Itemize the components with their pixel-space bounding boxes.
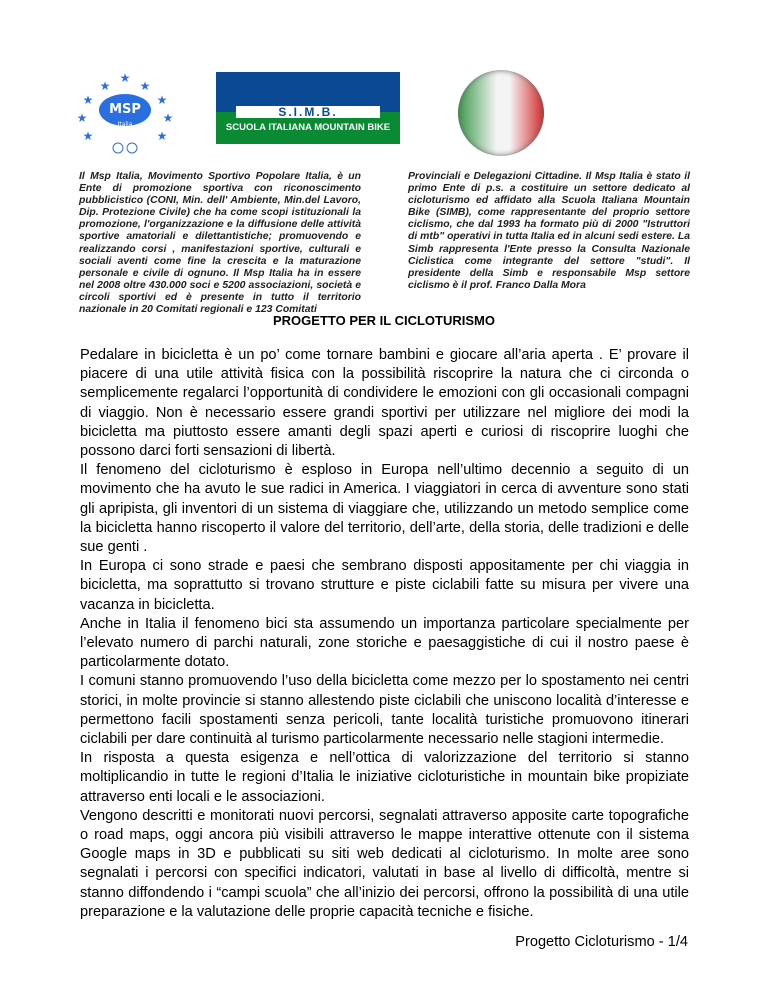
paragraph: I comuni stanno promuovendo l’uso della bicicletta come mezzo per lo spostamento nei centri storici, in molte provincie si stanno allestendo piste ciclabili che uniscono località d’interesse e permettono facili spostamenti senza pericoli, tante località turistiche promuovono itinerari ciclabili per dare continuità al turismo particolarmente necessario nelle stagioni intermedie. (80, 673, 689, 748)
paragraph: In Europa ci sono strade e paesi che sembrano disposti appositamente per chi viaggia in bicicletta, ma soprattutto si trovano strutture e piste ciclabili fatte su misura per vivere una vacanza in bicicletta. (80, 558, 689, 613)
svg-text:★: ★ (76, 111, 88, 125)
svg-text:★: ★ (119, 71, 131, 85)
cicloturismo-logo (458, 70, 544, 156)
paragraph: Vengono descritti e monitorati nuovi percorsi, segnalati attraverso apposite carte topografiche o road maps, oggi ancora più visibili attraverso le mappe interattive ottenute con il sistema Google maps in 3D e pubblicati su siti web dedicati al cicloturismo. In molte aree sono segnalati i percorsi con specifici indicatori, valutati in base al livello di difficoltà, mentre si stanno diffondendo i “campi scuola” che all’inizio dei percorsi, offrono la possibilità di una utile preparazione e la valutazione delle proprie capacità tecniche e fisiche. (80, 807, 689, 920)
svg-text:★: ★ (156, 129, 168, 143)
svg-text:★: ★ (156, 93, 168, 107)
msp-logo (72, 70, 178, 154)
intro-left-column: Il Msp Italia, Movimento Sportivo Popolare Italia, è un Ente di promozione sportiva con riconoscimento pubblicistico (CONI, Min. dell' Ambiente, Min.del Lavoro, Dip. Protezione Civile) che ha come scopi istituzionali la promozione, l'organizzazione e la diffusione delle attività sportive amatoriali e dilettantistiche; promuovendo e realizzando corsi , manifestazioni sportive, culturali e sociali aventi come fine la crescita e la maturazione personale e civile di ognuno. Il Msp Italia ha in essere nel 2008 oltre 430.000 soci e 5200 associazioni, società e circoli sportivi ed è presente in tutto il territorio nazionale in 20 Comitati regionali e 123 Comitati (79, 171, 361, 316)
svg-text:★: ★ (82, 93, 94, 107)
simb-logo: S.I.M.B. SCUOLA ITALIANA MOUNTAIN BIKE (216, 72, 400, 144)
svg-text:MSP: MSP (109, 102, 141, 117)
svg-text:★: ★ (99, 79, 111, 93)
paragraph: Il fenomeno del cicloturismo è esploso in Europa nell’ultimo decennio a seguito di un movimento che ha avuto le sue radici in America. I viaggiatori in cerca di avventure sono stati gli apripista, gli inventori di un sistema di viaggiare che, utilizzando un metodo semplice come la bicicletta hanno riscoperto il valore del territorio, dell’arte, della storia, delle tradizioni e delle sue genti . (80, 462, 689, 556)
paragraph: Pedalare in bicicletta è un po’ come tornare bambini e giocare all’aria aperta . E’ provare il piacere di una utile attività fisica con la possibilità riscoprire la natura che ci circonda o semplicemente regalarci l’opportunità di condividere le emozioni con gli occasionali compagni di viaggio. Non è necessario essere grandi sportivi per utilizzare nel migliore dei modi la bicicletta ma piuttosto essere amanti degli spazi aperti e curiosi di riscoprire luoghi che possono darci forti sensazioni di libertà. (80, 347, 689, 460)
svg-text:★: ★ (162, 111, 174, 125)
body-text (80, 346, 689, 922)
paragraph: In risposta a questa esigenza e nell’ottica di valorizzazione del territorio si stanno moltiplicandio in tutte le regioni d’Italia le iniziative cicloturistiche in mountain bike propiziate attraverso enti locali e le associazioni. (80, 750, 689, 805)
intro-right-column: Provinciali e Delegazioni Cittadine. Il Msp Italia è stato il primo Ente di p.s. a costituire un settore dedicato al cicloturismo ed affidato alla Scuola Italiana Mountain Bike (SIMB), come rappresentante del proprio settore ciclismo, che dal 1993 ha formato più di 2000 "Istruttori di mtb" operativi in tutta Italia ed in alcuni sedi estere. La Simb rappresenta l'Ente presso la Consulta Nazionale Ciclistica come integrante del settore "studi". Il presidente della Simb e responsabile Msp settore ciclismo è il prof. Franco Dalla Mora (408, 171, 690, 291)
page-footer: Progetto Cicloturismo - 1/4 (515, 934, 688, 950)
paragraph: Anche in Italia il fenomeno bici sta assumendo un importanza particolare specialmente per l’elevato numero di parchi naturali, zone storiche e paesaggistiche di cui il nostro paese è particolarmente dotato. (80, 615, 689, 671)
svg-text:★: ★ (82, 129, 94, 143)
svg-text:★: ★ (139, 79, 151, 93)
svg-text:Italia: Italia (117, 121, 133, 128)
document-title: PROGETTO PER IL CICLOTURISMO (273, 313, 495, 328)
